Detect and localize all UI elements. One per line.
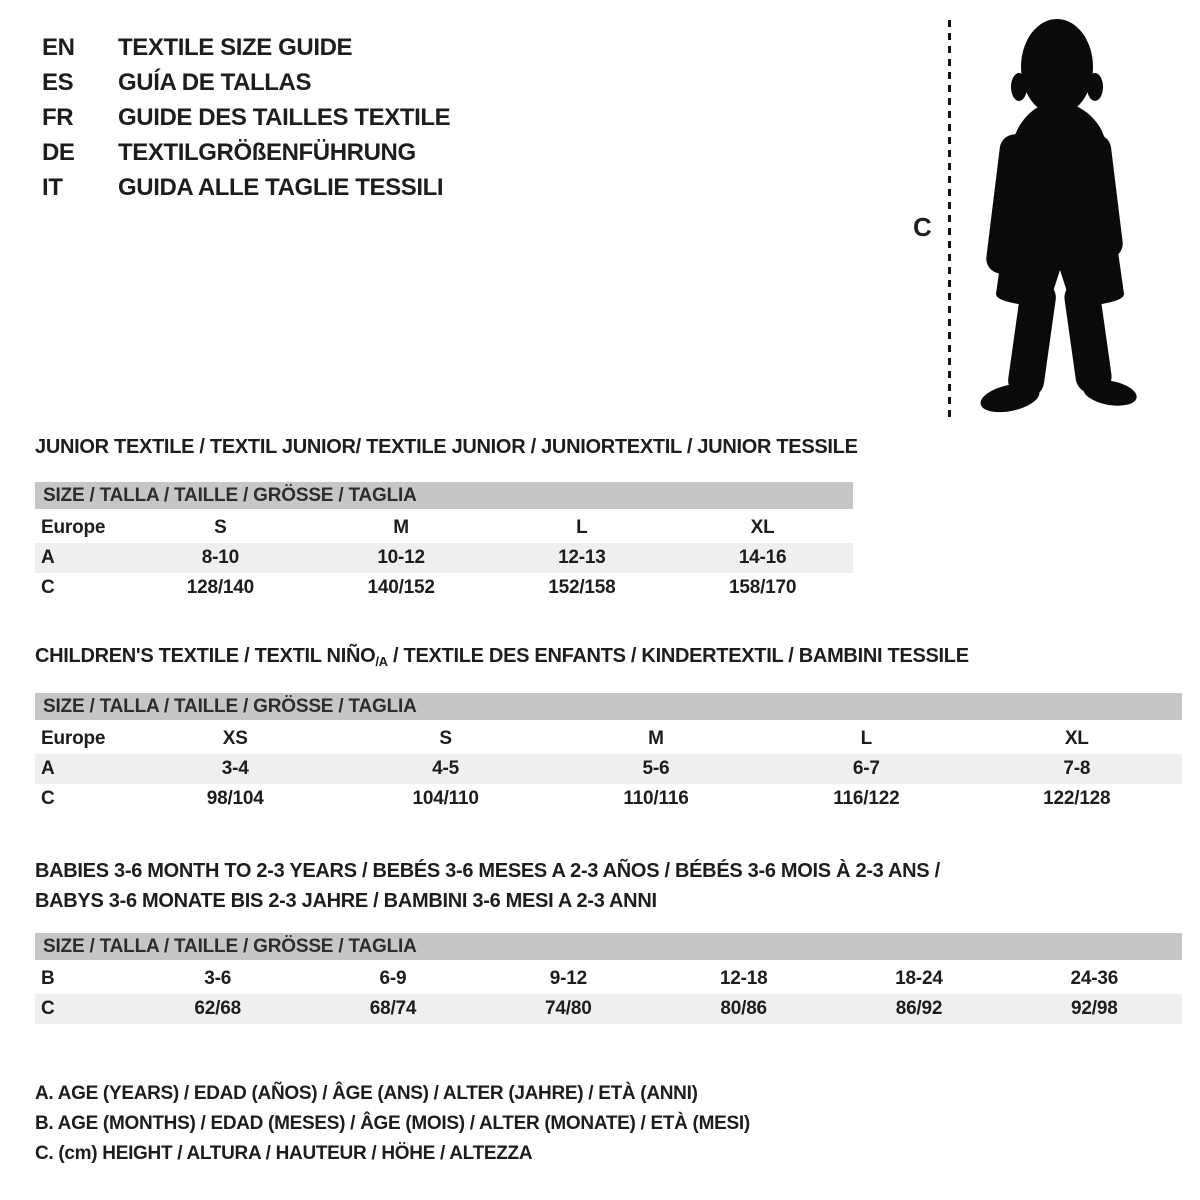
- measure-label-c: C: [913, 212, 932, 242]
- size-header-row: [35, 933, 1182, 964]
- size-cell: 12-18: [719, 968, 768, 989]
- legend-line-a: A. AGE (YEARS) / EDAD (AÑOS) / ÂGE (ANS) / ALTER (JAHRE) / ETÀ (ANNI): [35, 1083, 698, 1104]
- section-title-children: [35, 646, 1182, 668]
- size-cell: 98/104: [206, 788, 264, 809]
- size-cell: 110/116: [623, 788, 689, 809]
- size-cell: 10-12: [311, 543, 492, 573]
- language-label: GUIDA ALLE TAGLIE TESSILI: [118, 174, 444, 201]
- children-size-table: [35, 693, 1182, 814]
- language-code: FR: [42, 104, 74, 131]
- height-measure-line: [948, 20, 951, 417]
- size-cell: L: [576, 517, 588, 538]
- table-row: [35, 994, 1182, 1024]
- size-header-label: SIZE / TALLA / TAILLE / GRÖSSE / TAGLIA: [35, 693, 1182, 724]
- table-row: [35, 724, 1182, 754]
- size-cell: XS: [222, 728, 248, 749]
- table-row: [35, 964, 1182, 994]
- language-code: EN: [42, 34, 75, 61]
- main-content: [35, 437, 1182, 1169]
- size-cell: XL: [750, 517, 775, 538]
- size-header-row: [35, 693, 1182, 724]
- babies-size-table: [35, 933, 1182, 1024]
- language-row: [42, 170, 450, 205]
- language-label: GUIDE DES TAILLES TEXTILE: [118, 104, 451, 131]
- size-cell: 92/98: [1007, 994, 1182, 1024]
- language-label: TEXTILE SIZE GUIDE: [118, 34, 353, 61]
- size-cell: 68/74: [305, 994, 480, 1024]
- language-label: TEXTILGRÖßENFÜHRUNG: [118, 139, 416, 166]
- section-title-junior: JUNIOR TEXTILE / TEXTIL JUNIOR/ TEXTILE JUNIOR / JUNIORTEXTIL / JUNIOR TESSILE: [35, 436, 858, 458]
- row-label: B: [41, 968, 55, 989]
- size-cell: 152/158: [548, 577, 616, 598]
- section-title-subscript: /A: [375, 654, 388, 669]
- row-label: C: [35, 994, 130, 1024]
- size-cell: 18-24: [895, 968, 943, 989]
- table-row: [35, 543, 853, 573]
- size-cell: 6-9: [379, 968, 407, 989]
- size-header-label: SIZE / TALLA / TAILLE / GRÖSSE / TAGLIA: [35, 482, 853, 513]
- section-title-babies: [35, 856, 1182, 916]
- language-code: IT: [42, 174, 63, 201]
- size-cell: 9-12: [549, 968, 587, 989]
- toddler-silhouette-icon: [960, 12, 1140, 422]
- language-row: [42, 100, 450, 135]
- size-cell: S: [439, 728, 452, 749]
- size-cell: 80/86: [656, 994, 831, 1024]
- size-cell: 12-13: [492, 543, 673, 573]
- size-cell: 104/110: [412, 788, 479, 809]
- language-row: [42, 135, 450, 170]
- size-cell: 3-4: [130, 754, 340, 784]
- table-row: [35, 573, 853, 603]
- size-cell: M: [393, 517, 409, 538]
- row-label: Europe: [41, 517, 106, 538]
- legend-line-c: C. (cm) HEIGHT / ALTURA / HAUTEUR / HÖHE / ALTEZZA: [35, 1143, 533, 1164]
- language-label: GUÍA DE TALLAS: [118, 69, 312, 96]
- section-title-line: BABYS 3-6 MONATE BIS 2-3 JAHRE / BAMBINI 3-6 MESI A 2-3 ANNI: [35, 890, 657, 912]
- size-cell: 116/122: [833, 788, 900, 809]
- size-cell: 5-6: [551, 754, 761, 784]
- legend: [35, 1079, 1182, 1169]
- language-row: [42, 65, 450, 100]
- section-title-text: CHILDREN'S TEXTILE / TEXTIL NIÑO: [35, 645, 376, 667]
- size-cell: 86/92: [831, 994, 1006, 1024]
- size-cell: 3-6: [204, 968, 232, 989]
- size-cell: 128/140: [186, 577, 255, 598]
- size-cell: 158/170: [728, 577, 797, 598]
- section-title-text: / TEXTILE DES ENFANTS / KINDERTEXTIL / BAMBINI TESSILE: [387, 645, 969, 667]
- legend-line-b: B. AGE (MONTHS) / EDAD (MESES) / ÂGE (MOIS) / ALTER (MONATE) / ETÀ (MESI): [35, 1113, 750, 1134]
- size-cell: 8-10: [130, 543, 311, 573]
- row-label: C: [41, 577, 55, 598]
- row-label: Europe: [41, 728, 106, 749]
- size-cell: 74/80: [481, 994, 656, 1024]
- table-row: [35, 513, 853, 543]
- size-header-label: SIZE / TALLA / TAILLE / GRÖSSE / TAGLIA: [35, 933, 1182, 964]
- row-label: C: [41, 788, 55, 809]
- language-code: ES: [42, 69, 74, 96]
- size-cell: 6-7: [761, 754, 971, 784]
- size-cell: M: [648, 728, 664, 749]
- junior-size-table: [35, 482, 853, 603]
- size-cell: 140/152: [367, 577, 435, 598]
- size-cell: 4-5: [340, 754, 550, 784]
- row-label: A: [35, 543, 130, 573]
- table-row: [35, 784, 1182, 814]
- size-cell: XL: [1064, 728, 1089, 749]
- size-cell: 62/68: [130, 994, 305, 1024]
- height-figure: [905, 12, 1197, 430]
- size-cell: S: [214, 517, 227, 538]
- size-cell: 7-8: [972, 754, 1182, 784]
- size-cell: 14-16: [672, 543, 853, 573]
- size-cell: 122/128: [1043, 788, 1111, 809]
- section-title-line: BABIES 3-6 MONTH TO 2-3 YEARS / BEBÉS 3-6 MESES A 2-3 AÑOS / BÉBÉS 3-6 MOIS À 2-3 ANS /: [35, 860, 940, 882]
- language-list: [42, 30, 450, 205]
- language-row: [42, 30, 450, 65]
- size-cell: L: [860, 728, 873, 749]
- language-code: DE: [42, 139, 75, 166]
- row-label: A: [35, 754, 130, 784]
- size-cell: 24-36: [1070, 968, 1119, 989]
- size-header-row: [35, 482, 853, 513]
- table-row: [35, 754, 1182, 784]
